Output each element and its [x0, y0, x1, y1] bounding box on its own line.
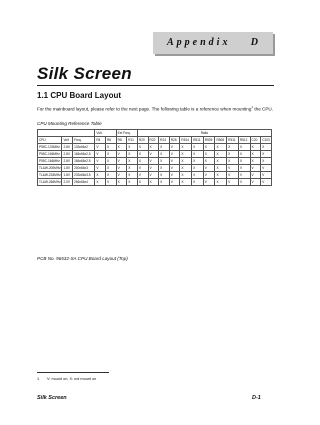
header-cell: R20 — [137, 137, 148, 144]
header-cell: Freq. — [73, 137, 95, 144]
group-cell-ratio: Ratio — [137, 130, 271, 137]
table-cell: 2.8V — [62, 158, 73, 165]
table-cell: 2.0V — [62, 179, 73, 186]
table-row — [38, 151, 272, 158]
table-cell: X — [215, 172, 227, 179]
table-cell: X — [180, 179, 192, 186]
table-cell: X — [227, 144, 239, 151]
header-cell: R511 — [227, 137, 239, 144]
table-cell: V — [203, 165, 215, 172]
table-cell: X — [116, 144, 127, 151]
cpu-model-cell: P55C-133MHz — [38, 144, 62, 151]
table-cell: X — [127, 165, 138, 172]
table-cell: V — [148, 172, 159, 179]
table-cell: X — [192, 165, 204, 172]
table-cell: X — [159, 151, 170, 158]
footer-page-number: D-1 — [252, 395, 261, 401]
group-cell-blank — [38, 130, 95, 137]
table-cell: V — [95, 144, 106, 151]
table-cell: V — [238, 172, 250, 179]
table-cell: V — [238, 165, 250, 172]
header-cell: R508 — [215, 137, 227, 144]
table-cell: X — [127, 151, 138, 158]
table-cell: X — [215, 179, 227, 186]
table-cell: X — [215, 151, 227, 158]
table-cell: V — [169, 179, 180, 186]
table-cell: X — [192, 179, 204, 186]
table-cell: X — [106, 165, 117, 172]
appendix-word: Appendix — [167, 37, 231, 48]
table-cell: 266x66x4 — [73, 179, 95, 186]
cpu-model-cell: TL&W-233MHz — [39, 173, 61, 177]
header-cell: R512 — [238, 137, 250, 144]
table-cell: V — [203, 172, 215, 179]
table-cell: V — [95, 165, 106, 172]
footer-section-name: Silk Screen — [37, 395, 67, 401]
table-cell: V — [250, 179, 261, 186]
table-cell: X — [106, 144, 117, 151]
table-cell: V — [169, 151, 180, 158]
footnote-rule — [37, 372, 109, 373]
table-cell: X — [203, 158, 215, 165]
table-cell: X — [261, 158, 272, 165]
header-cell: CPU — [38, 137, 62, 144]
table-cell: X — [192, 144, 204, 151]
table-cell: V — [261, 165, 272, 172]
table-cell: X — [192, 151, 204, 158]
table-cell: X — [137, 179, 148, 186]
table-cell: X — [127, 144, 138, 151]
table-cell: V — [227, 179, 239, 186]
table-cell: 2.8V — [62, 151, 73, 158]
header-cell: R26 — [169, 137, 180, 144]
table-cell: X — [215, 158, 227, 165]
header-cell: R22 — [148, 137, 159, 144]
table-cell: X — [180, 172, 192, 179]
table-cell: X — [250, 151, 261, 158]
subsection-heading: 1.1 CPU Board Layout — [37, 91, 122, 100]
table-cell: V — [169, 165, 180, 172]
table-cell: X — [137, 158, 148, 165]
table-cell: X — [159, 158, 170, 165]
header-cell: R511 — [192, 137, 204, 144]
table-cell: X — [203, 144, 215, 151]
table-cell: V — [227, 165, 239, 172]
table-cell: X — [148, 179, 159, 186]
table-cell: X — [192, 172, 204, 179]
table-cell: X — [250, 158, 261, 165]
table-cell: X — [203, 151, 215, 158]
table-cell: V — [95, 151, 106, 158]
header-cell: R4 — [95, 137, 106, 144]
table-cell: 166x66x2.5 — [73, 158, 95, 165]
footnote — [37, 377, 96, 381]
table-cell: V — [227, 172, 239, 179]
table-cell: V — [250, 165, 261, 172]
table-cell: V — [148, 151, 159, 158]
table-cell: X — [238, 144, 250, 151]
footnote-mark: 1 — [37, 377, 40, 381]
table-cell: V — [116, 172, 127, 179]
table-cell: X — [127, 179, 138, 186]
table-cell: X — [250, 144, 261, 151]
cpu-model-cell: TL&W-200MHz — [39, 166, 61, 170]
pcb-caption: PCB No. 96532-SA CPU Board Layout (Top) — [37, 256, 128, 261]
table-cell: V — [95, 158, 106, 165]
table-cell: X — [180, 165, 192, 172]
cpu-model-cell: P55C-166MHz — [38, 158, 62, 165]
table-cell: X — [127, 158, 138, 165]
table-cell: V — [261, 172, 272, 179]
table-cell: V — [250, 172, 261, 179]
table-cell: X — [95, 172, 106, 179]
table-cell: X — [227, 158, 239, 165]
cpu-mounting-table — [37, 129, 272, 186]
table-cell: X — [159, 179, 170, 186]
table-cell: X — [159, 144, 170, 151]
intro-text: For the mainboard layout, please refer to the next page. The following table is a reference when mounting — [37, 106, 252, 112]
header-cell: R514 — [180, 137, 192, 144]
table-cell: V — [238, 179, 250, 186]
table-body — [38, 144, 272, 186]
table-cell: X — [227, 151, 239, 158]
table-cell: V — [203, 179, 215, 186]
table-cell: X — [215, 165, 227, 172]
header-cell: R509 — [203, 137, 215, 144]
table-caption: CPU Mounting Reference Table — [37, 121, 102, 126]
table-cell: X — [137, 151, 148, 158]
table-cell: V — [137, 165, 148, 172]
table-row — [38, 158, 272, 165]
table-cell: V — [169, 144, 180, 151]
table-cell: V — [148, 165, 159, 172]
table-row — [38, 165, 272, 172]
cpu-model-cell: TL&W-266MHz — [39, 180, 61, 184]
header-cell: R8 — [116, 137, 127, 144]
group-cell-ext-freq: Ext Freq. — [116, 130, 137, 137]
intro-paragraph — [37, 104, 274, 113]
table-cell: X — [180, 158, 192, 165]
table-cell: X — [127, 172, 138, 179]
footnote-text: V: mount on; X: not mount on — [47, 377, 97, 381]
table-cell: X — [148, 144, 159, 151]
appendix-banner — [153, 32, 273, 54]
header-cell: C203 — [262, 138, 270, 142]
table-cell: V — [169, 172, 180, 179]
table-cell: X — [106, 151, 117, 158]
header-cell: C20 — [250, 137, 261, 144]
table-cell: X — [137, 144, 148, 151]
table-cell: V — [169, 158, 180, 165]
table-cell: V — [148, 158, 159, 165]
header-cell: Volt — [62, 137, 73, 144]
table-cell: V — [116, 165, 127, 172]
table-cell: 133x66x2 — [73, 144, 95, 151]
table-cell: X — [106, 172, 117, 179]
table-cell: X — [261, 151, 272, 158]
table-header-row — [38, 137, 272, 144]
table-cell: 233x66x3.5 — [73, 172, 95, 179]
table-cell: V — [261, 179, 272, 186]
table-cell: 166x66x2.5 — [73, 151, 95, 158]
footnote-ref: 1 — [251, 105, 254, 109]
table-cell: V — [137, 172, 148, 179]
cpu-model-cell: P55C-166MHz — [38, 151, 62, 158]
header-cell: R24 — [159, 137, 170, 144]
table-cell: X — [106, 158, 117, 165]
table-cell: 200x66x3 — [73, 165, 95, 172]
header-cell: R11 — [127, 137, 138, 144]
table-cell: X — [261, 144, 272, 151]
title-rule — [37, 85, 274, 86]
table-cell: X — [180, 151, 192, 158]
table-group-row — [38, 130, 272, 137]
table-cell: 2.8V — [62, 144, 73, 151]
table-cell: X — [159, 165, 170, 172]
table-cell: X — [238, 158, 250, 165]
table-cell: X — [159, 172, 170, 179]
table-cell: V — [116, 158, 127, 165]
table-cell: 1.8V — [62, 165, 73, 172]
intro-tail: the CPU. — [253, 106, 274, 112]
table-cell: X — [238, 151, 250, 158]
table-cell: V — [116, 151, 127, 158]
table-cell: X — [95, 179, 106, 186]
table-cell: X — [192, 158, 204, 165]
table-cell: V — [106, 179, 117, 186]
table-cell: 1.8V — [62, 172, 73, 179]
table-row — [38, 179, 272, 186]
group-cell-volt: Volt. — [95, 130, 116, 137]
table-row — [38, 144, 272, 151]
table-cell: X — [215, 144, 227, 151]
page-title: Silk Screen — [37, 64, 132, 83]
table-cell: X — [116, 179, 127, 186]
appendix-letter: D — [250, 37, 261, 48]
table-row — [38, 172, 272, 179]
table-cell: X — [180, 144, 192, 151]
header-cell: R6 — [106, 137, 117, 144]
